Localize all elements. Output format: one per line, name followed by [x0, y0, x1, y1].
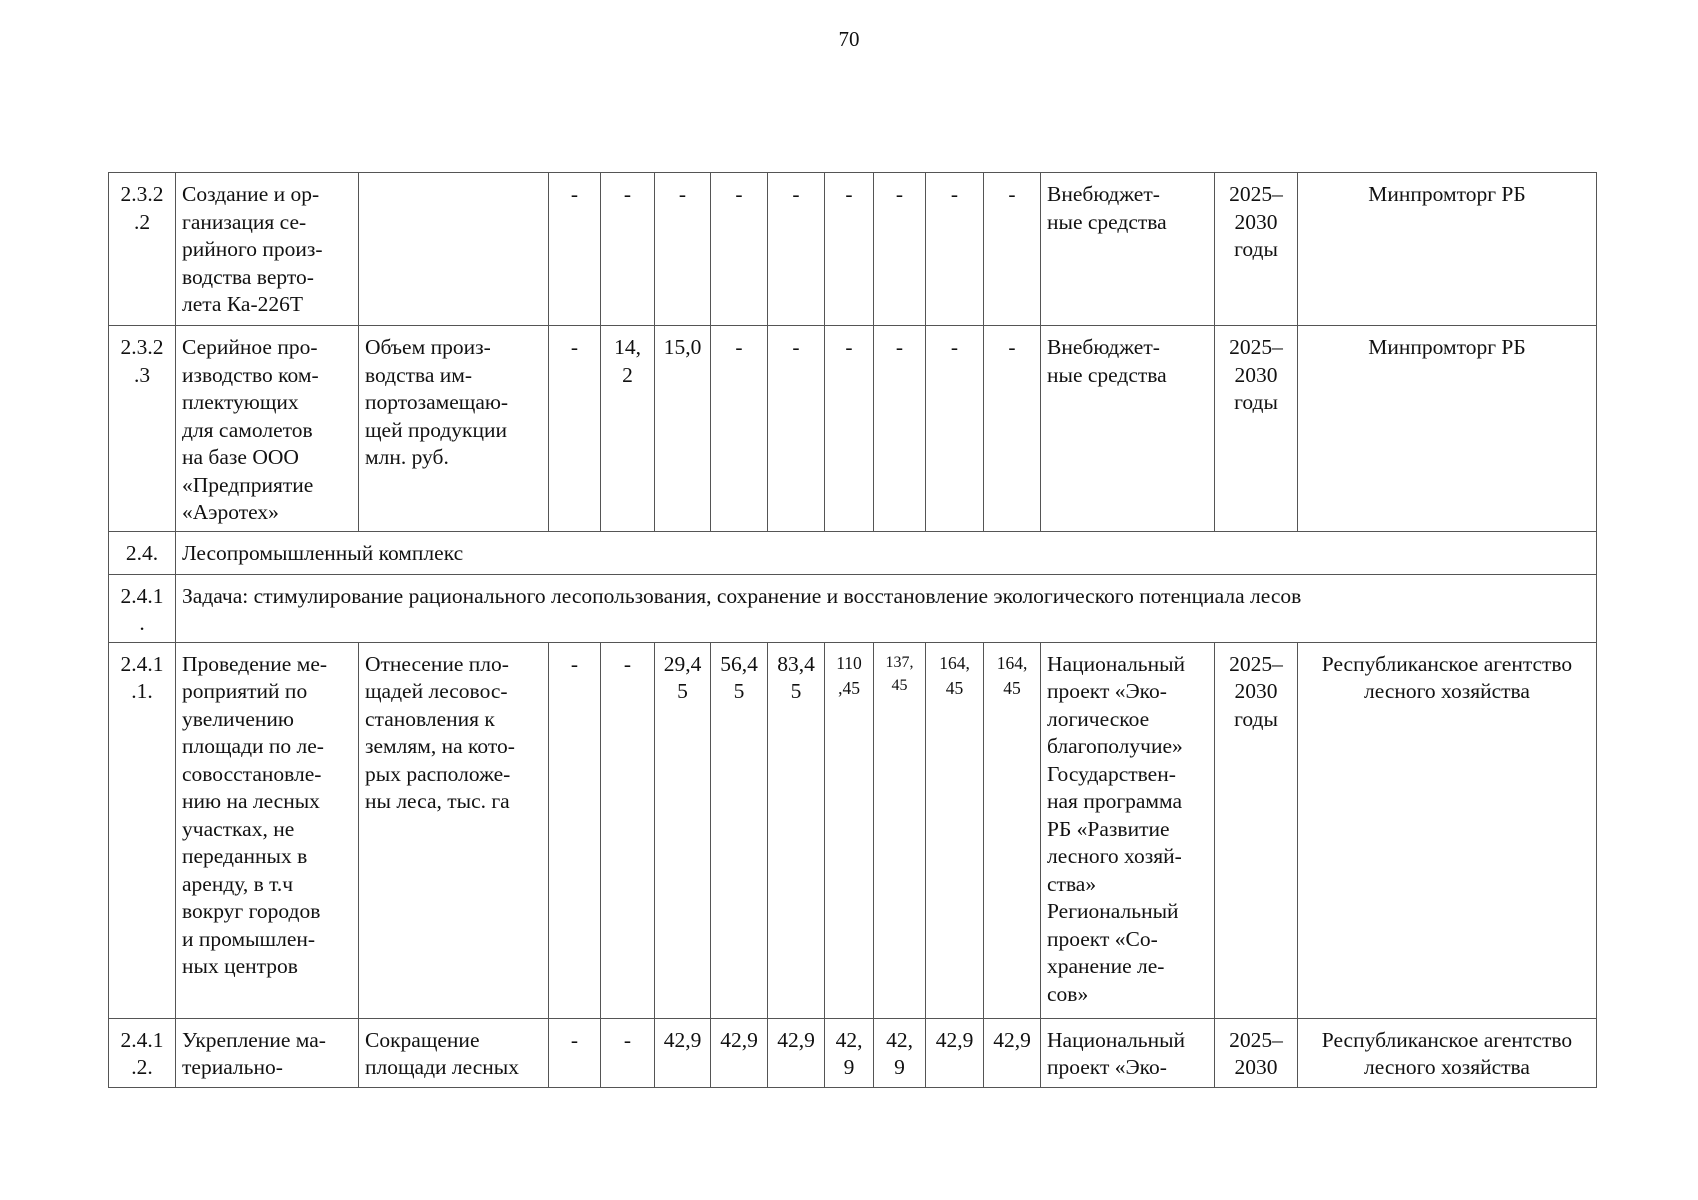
value-cell: 42,9 — [711, 1018, 768, 1087]
value-cell: 42,9 — [768, 1018, 825, 1087]
row-code: 2.4. — [109, 531, 176, 574]
funding-source: Внебюджет- ные средства — [1041, 326, 1215, 532]
page-number: 70 — [838, 27, 860, 51]
value-cell: - — [984, 326, 1041, 532]
value-cell: - — [874, 326, 926, 532]
table-row — [109, 326, 1597, 532]
section-title: Лесопромышленный комплекс — [176, 531, 1597, 574]
value-cell: - — [825, 173, 874, 326]
value-cell: 15,0 — [655, 326, 711, 532]
value-cell: - — [926, 326, 984, 532]
table-row — [109, 1018, 1597, 1087]
value-cell: - — [711, 326, 768, 532]
indicator: Отнесение пло- щадей лесовос- становления к землям, на кото- рых расположе- ны леса, тыс. га — [359, 642, 549, 1018]
value-cell: 42,9 — [984, 1018, 1041, 1087]
period: 2025– 2030 годы — [1215, 326, 1298, 532]
value-cell: 164, 45 — [926, 642, 984, 1018]
value-cell: 29,4 5 — [655, 642, 711, 1018]
executor: Минпромторг РБ — [1298, 173, 1597, 326]
row-code: 2.4.1 . — [109, 574, 176, 642]
value-cell: - — [549, 326, 601, 532]
value-cell: - — [825, 326, 874, 532]
period: 2025– 2030 — [1215, 1018, 1298, 1087]
funding-source: Национальный проект «Эко- — [1041, 1018, 1215, 1087]
indicator: Сокращение площади лесных — [359, 1018, 549, 1087]
executor: Минпромторг РБ — [1298, 326, 1597, 532]
indicator — [359, 173, 549, 326]
value-cell: - — [768, 173, 825, 326]
table-row — [109, 642, 1597, 1018]
value-cell: 42, 9 — [874, 1018, 926, 1087]
section-row — [109, 531, 1597, 574]
value-cell: 110 ,45 — [825, 642, 874, 1018]
measure-name: Укрепление ма- териально- — [176, 1018, 359, 1087]
value-cell: - — [601, 642, 655, 1018]
executor: Республиканское агентство лесного хозяйства — [1298, 1018, 1597, 1087]
value-cell: - — [926, 173, 984, 326]
value-cell: 83,4 5 — [768, 642, 825, 1018]
executor: Республиканское агентство лесного хозяйства — [1298, 642, 1597, 1018]
measure-name: Серийное про- изводство ком- плектующих для самолетов на базе ООО «Предприятие «Аэротех» — [176, 326, 359, 532]
row-code: 2.3.2 .3 — [109, 326, 176, 532]
task-row — [109, 574, 1597, 642]
value-cell: 42,9 — [926, 1018, 984, 1087]
table-row — [109, 173, 1597, 326]
row-code: 2.4.1 .2. — [109, 1018, 176, 1087]
value-cell: - — [984, 173, 1041, 326]
value-cell: - — [874, 173, 926, 326]
funding-source: Национальный проект «Эко- логическое благополучие» Государствен- ная программа РБ «Развитие лесного хозяй- ства» Региональный проект «Со- хранение ле- сов» — [1041, 642, 1215, 1018]
row-code: 2.3.2 .2 — [109, 173, 176, 326]
value-cell: 14, 2 — [601, 326, 655, 532]
funding-source: Внебюджет- ные средства — [1041, 173, 1215, 326]
value-cell: 137, 45 — [874, 642, 926, 1018]
measure-name: Проведение ме- роприятий по увеличению площади по ле- совосстановле- нию на лесных участках, не переданных в аренду, в т.ч вокруг городов и промышлен- ных центров — [176, 642, 359, 1018]
value-cell: - — [601, 173, 655, 326]
value-cell: - — [549, 173, 601, 326]
row-code: 2.4.1 .1. — [109, 642, 176, 1018]
period: 2025– 2030 годы — [1215, 642, 1298, 1018]
program-table — [108, 172, 1597, 1088]
value-cell: 42, 9 — [825, 1018, 874, 1087]
value-cell: - — [549, 1018, 601, 1087]
value-cell: - — [601, 1018, 655, 1087]
value-cell: - — [768, 326, 825, 532]
value-cell: 42,9 — [655, 1018, 711, 1087]
task-title: Задача: стимулирование рационального лесопользования, сохранение и восстановление экологического потенциала лесов — [176, 574, 1597, 642]
indicator: Объем произ- водства им- портозамещаю- щей продукции млн. руб. — [359, 326, 549, 532]
measure-name: Создание и ор- ганизация се- рийного произ- водства верто- лета Ка-226Т — [176, 173, 359, 326]
value-cell: - — [549, 642, 601, 1018]
value-cell: - — [655, 173, 711, 326]
value-cell: 56,4 5 — [711, 642, 768, 1018]
value-cell: - — [711, 173, 768, 326]
value-cell: 164, 45 — [984, 642, 1041, 1018]
period: 2025– 2030 годы — [1215, 173, 1298, 326]
